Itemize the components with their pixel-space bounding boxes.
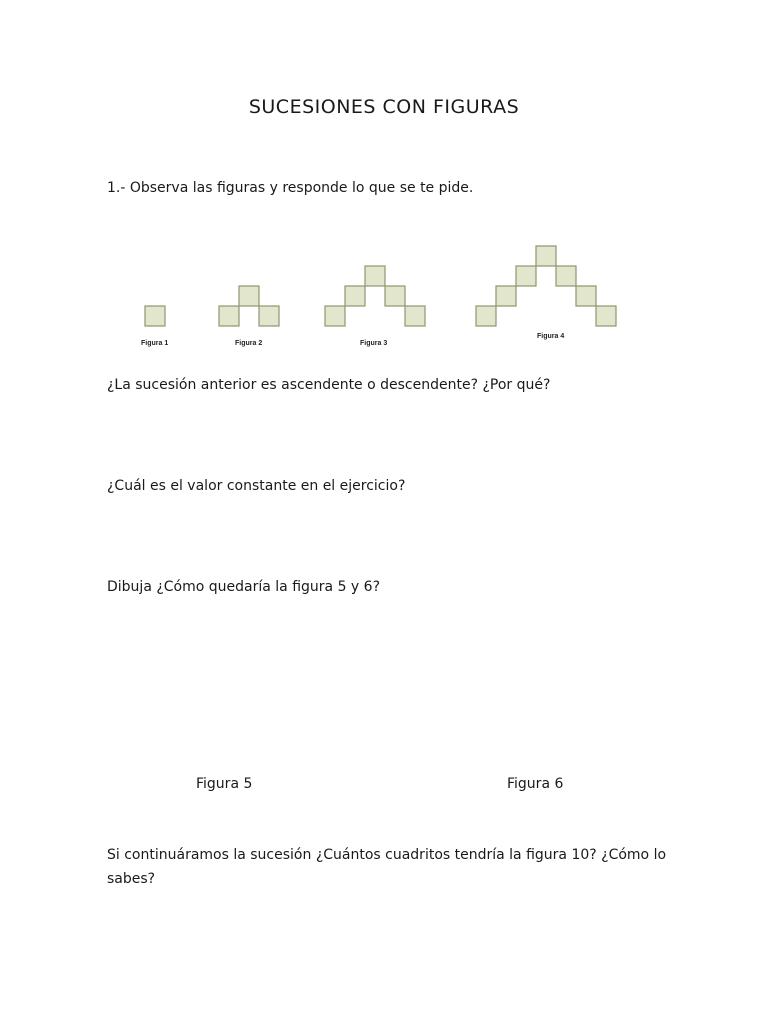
figure-2-label: Figura 2 [235,340,263,347]
figure-square [345,286,365,306]
figure-square [385,286,405,306]
figure-square [496,286,516,306]
figure-square [536,246,556,266]
figure-1 [145,306,165,326]
figure-3-label: Figura 3 [360,340,388,347]
page-title: SUCESIONES CON FIGURAS [248,96,520,118]
figure-square [516,266,536,286]
question-ascending: ¿La sucesión anterior es ascendente o descendente? ¿Por qué? [107,377,551,393]
figure-square [365,266,385,286]
figures-sequence [0,230,768,360]
figure-square [556,266,576,286]
question-figure-10: Si continuáramos la sucesión ¿Cuántos cuadritos tendría la figura 10? ¿Cómo lo sabes? [107,847,667,887]
figure-4-label: Figura 4 [537,333,565,340]
figure-square [239,286,259,306]
figure-2 [219,286,279,326]
figure-square [259,306,279,326]
figure-square [476,306,496,326]
figure-square [576,286,596,306]
figure-5-label: Figura 5 [196,776,253,792]
figure-3 [325,266,425,326]
figure-square [325,306,345,326]
figure-1-label: Figura 1 [141,340,169,347]
figure-6-label: Figura 6 [507,776,564,792]
figure-square [596,306,616,326]
figure-square [219,306,239,326]
question-draw: Dibuja ¿Cómo quedaría la figura 5 y 6? [107,579,380,595]
instruction-text: 1.- Observa las figuras y responde lo que se te pide. [107,180,474,196]
figure-square [405,306,425,326]
question-constant: ¿Cuál es el valor constante en el ejercicio? [107,478,406,494]
figure-square [145,306,165,326]
figure-4 [476,246,616,326]
